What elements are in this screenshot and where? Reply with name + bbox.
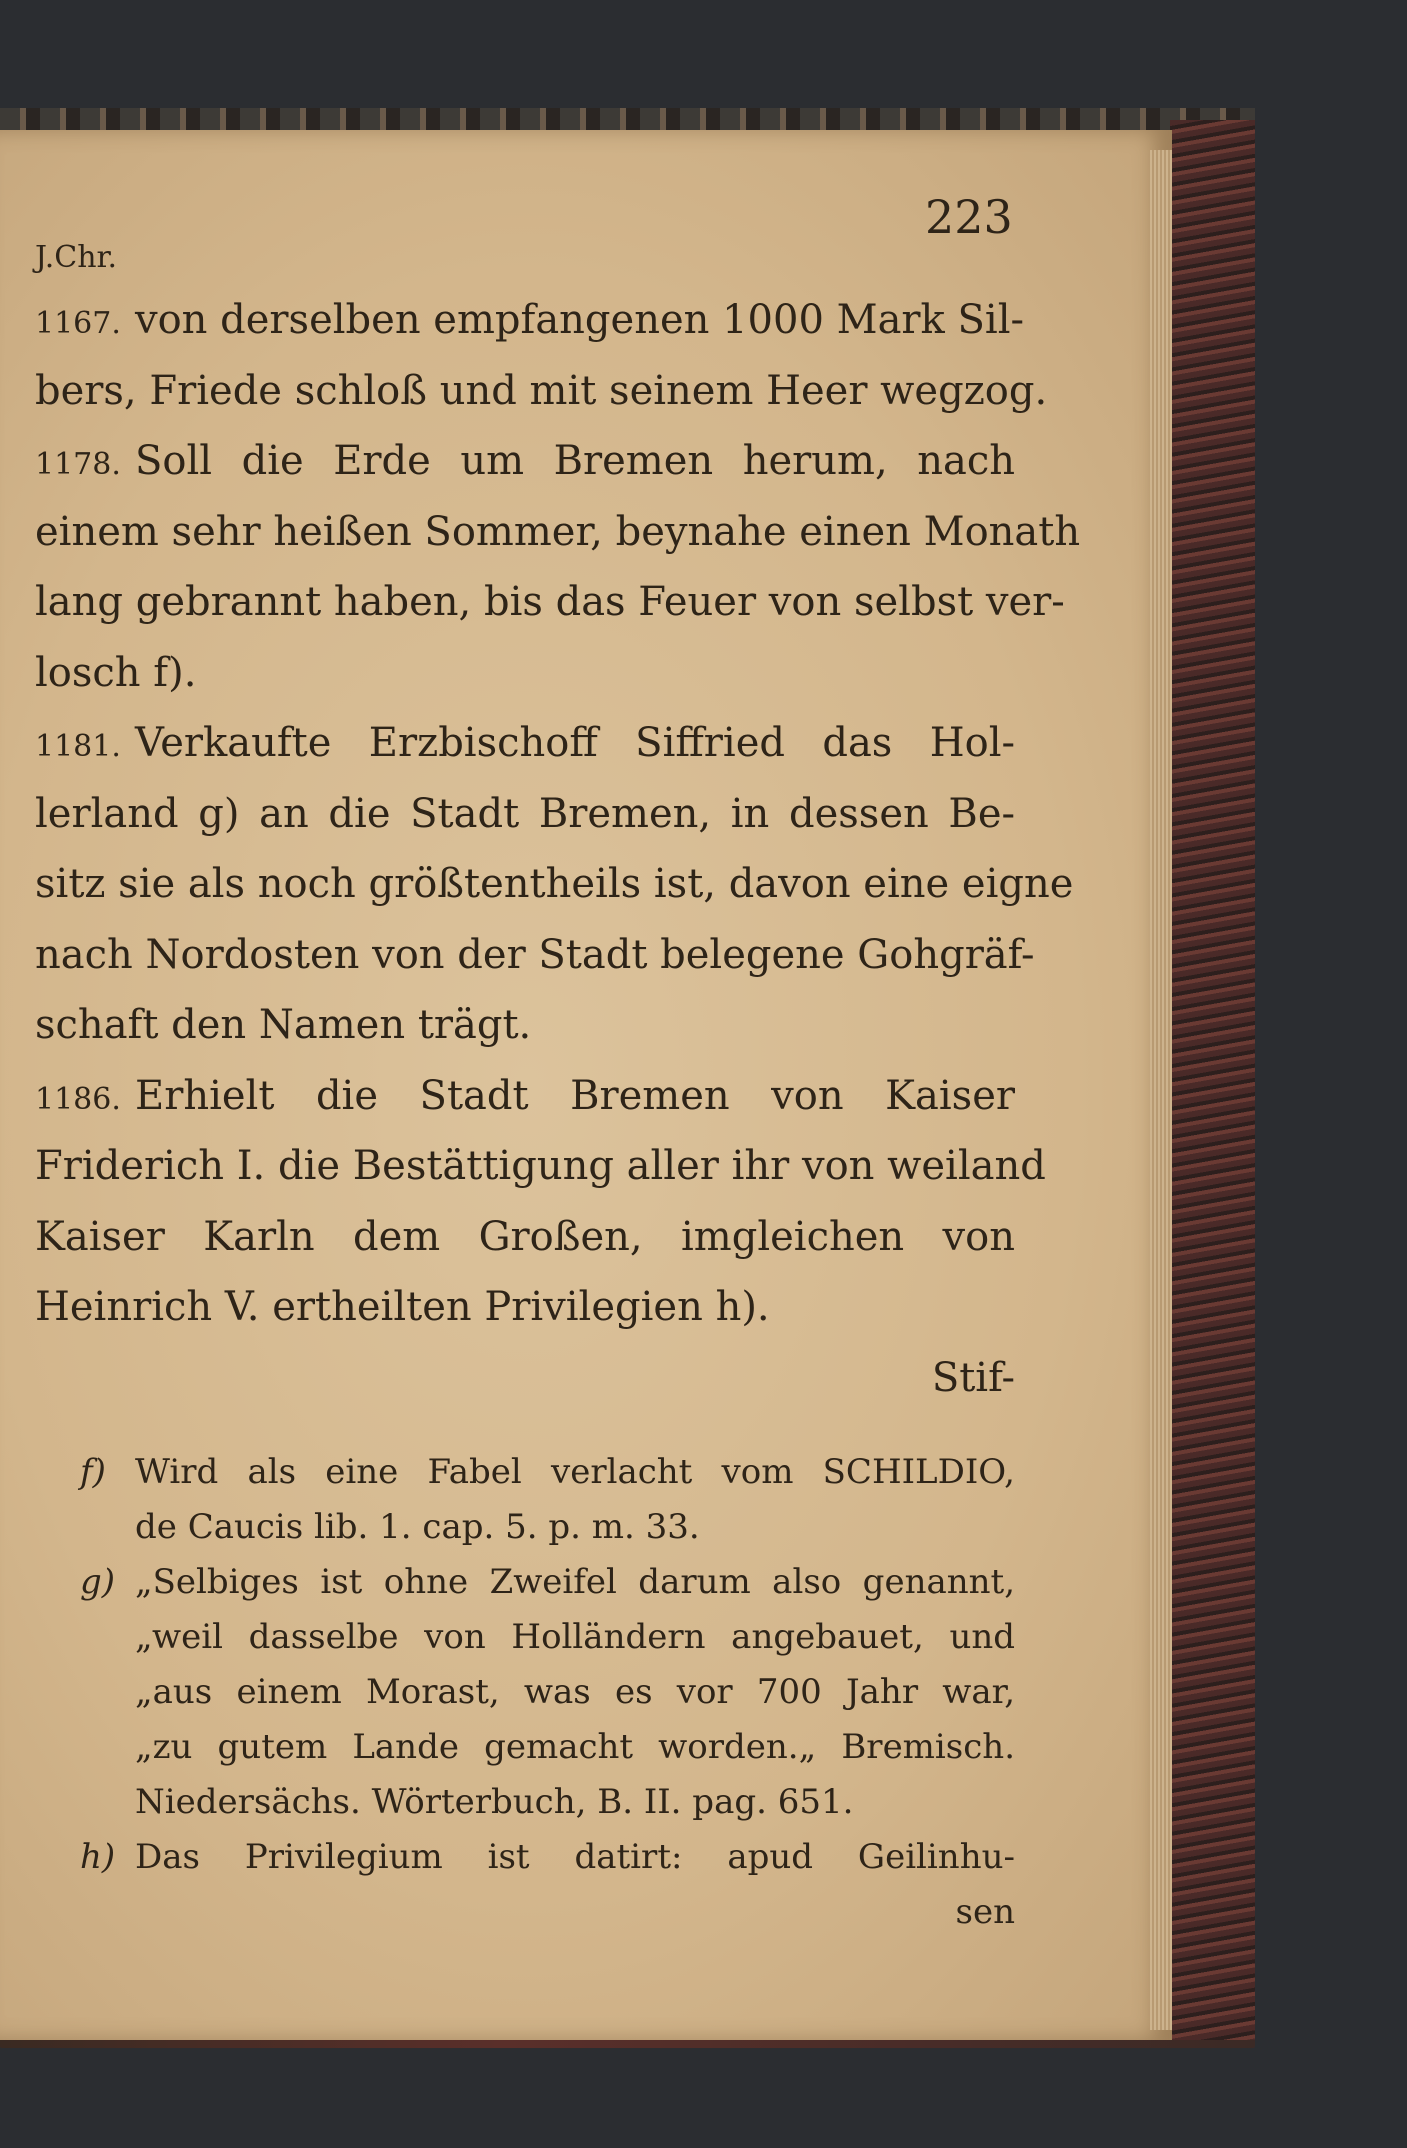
- footnote-line: [80, 1610, 1015, 1665]
- text-line: [35, 849, 1074, 920]
- footnote-line: [80, 1445, 1015, 1500]
- year-label: 1186.: [35, 1081, 121, 1117]
- text-line: [35, 1202, 1015, 1273]
- footnote-text: „Selbiges ist ohne Zweifel darum also genannt,: [135, 1562, 1015, 1602]
- footnote-text: „aus einem Morast, was es vor 700 Jahr war,: [135, 1672, 1015, 1712]
- text-line: [35, 920, 1035, 991]
- catchword: Stif-: [931, 1354, 1015, 1401]
- footnote-text: „weil dasselbe von Holländern angebauet, und: [135, 1617, 1015, 1657]
- line-text: sitz sie als noch größtentheils ist, davon eine eigne: [35, 861, 1074, 907]
- line-text: Soll die Erde um Bremen herum, nach: [135, 438, 1015, 484]
- footnote-line: [80, 1555, 1015, 1610]
- footnote-mark: h): [80, 1837, 116, 1877]
- line-text: von derselben empfangenen 1000 Mark Sil-: [135, 297, 1025, 343]
- line-text: Kaiser Karln dem Großen, imgleichen von: [35, 1213, 1015, 1260]
- text-line: [35, 1272, 1015, 1343]
- footnote-text: de Caucis lib. 1. cap. 5. p. m. 33.: [135, 1507, 700, 1547]
- text-line: [35, 1061, 1015, 1132]
- footnote-line: [80, 1500, 1015, 1555]
- footnotes: [80, 1445, 1015, 1940]
- text-line: [35, 356, 1048, 427]
- line-text: bers, Friede schloß und mit seinem Heer wegzog.: [35, 367, 1048, 414]
- line-text: Erhielt die Stadt Bremen von Kaiser: [135, 1072, 1015, 1119]
- line-text: nach Nordosten von der Stadt belegene Gohgräf-: [35, 931, 1035, 978]
- line-text: lerland g) an die Stadt Bremen, in dessen Be-: [35, 790, 1015, 837]
- line-text: lang gebrannt haben, bis das Feuer von selbst ver-: [35, 579, 1065, 625]
- catchword-line: [35, 1343, 1015, 1414]
- footnote-text: Wird als eine Fabel verlacht vom SCHILDIO,: [135, 1452, 1015, 1492]
- year-label: 1181.: [35, 729, 121, 764]
- text-line: [35, 567, 1065, 638]
- main-text: [35, 285, 1081, 1413]
- line-text: Heinrich V. ertheilten Privilegien h).: [35, 1284, 770, 1330]
- line-text: losch f).: [35, 649, 197, 696]
- footnote-text: „zu gutem Lande gemacht worden.„ Bremisch.: [135, 1727, 1015, 1767]
- text-line: [35, 1131, 1046, 1202]
- footnote-line: [80, 1720, 1015, 1775]
- footnote-line: [80, 1665, 1015, 1720]
- line-text: schaft den Namen trägt.: [35, 1002, 532, 1048]
- footnote-line: [80, 1885, 1015, 1940]
- text-line: [35, 426, 1015, 497]
- footnote-line: [80, 1830, 1015, 1885]
- text-line: [35, 285, 1025, 356]
- text-line: [35, 497, 1081, 568]
- page-edges: [1150, 150, 1172, 2030]
- page-number: 223: [925, 190, 1013, 244]
- book-spine-edge: [1170, 120, 1255, 2040]
- line-text: Friderich I. die Bestättigung aller ihr von weiland: [35, 1143, 1046, 1189]
- year-label: 1178.: [35, 447, 121, 482]
- footnote-line: [80, 1775, 1015, 1830]
- line-text: einem sehr heißen Sommer, beynahe einen Monath: [35, 508, 1081, 555]
- margin-heading: J.Chr.: [35, 240, 118, 275]
- text-line: [35, 638, 1015, 709]
- footnote-text: sen: [955, 1892, 1015, 1932]
- year-label: 1167.: [35, 306, 121, 341]
- footnote-text: Niedersächs. Wörterbuch, B. II. pag. 651.: [135, 1782, 854, 1822]
- footnote-text: Das Privilegium ist datirt: apud Geilinhu-: [135, 1837, 1015, 1877]
- text-line: [35, 990, 1015, 1061]
- line-text: Verkaufte Erzbischoff Siffried das Hol-: [135, 720, 1015, 766]
- footnote-mark: f): [80, 1452, 106, 1492]
- text-line: [35, 708, 1015, 779]
- footnote-mark: g): [80, 1562, 116, 1602]
- text-line: [35, 779, 1015, 850]
